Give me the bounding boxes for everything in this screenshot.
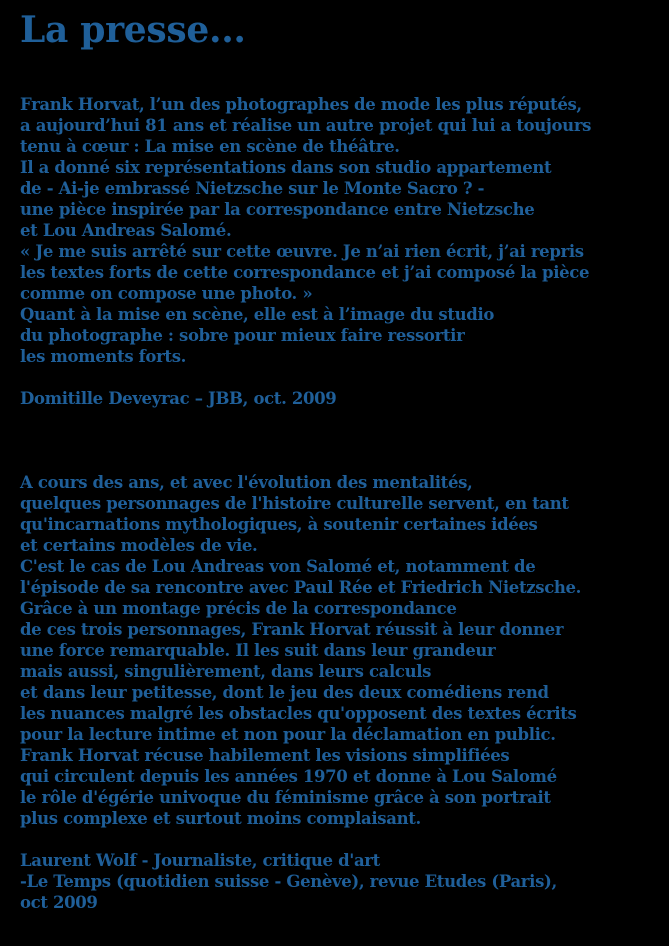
article-line: a aujourd’hui 81 ans et réalise un autre projet qui lui a toujours (20, 116, 592, 135)
article-line: du photographe : sobre pour mieux faire ressortir (20, 326, 465, 345)
article-line: les moments forts. (20, 347, 187, 366)
article-byline: Laurent Wolf - Journaliste, critique d'art (20, 851, 380, 870)
article-line: Frank Horvat récuse habilement les visions simplifiées (20, 746, 510, 765)
article-line: de ces trois personnages, Frank Horvat réussit à leur donner (20, 620, 564, 639)
page-title: La presse... (20, 9, 246, 51)
article-line: de - Ai-je embrassé Nietzsche sur le Monte Sacro ? - (20, 179, 485, 198)
article-line: et Lou Andreas Salomé. (20, 221, 232, 240)
article-line: quelques personnages de l'histoire culturelle servent, en tant (20, 494, 569, 513)
article-line: Quant à la mise en scène, elle est à l’image du studio (20, 305, 495, 324)
article-line: qui circulent depuis les années 1970 et donne à Lou Salomé (20, 767, 557, 786)
article-line: qu'incarnations mythologiques, à soutenir certaines idées (20, 515, 538, 534)
article-byline: Domitille Deveyrac – JBB, oct. 2009 (20, 389, 337, 408)
article-byline-publication: -Le Temps (quotidien suisse - Genève), revue Etudes (Paris), (20, 872, 557, 891)
article-line: une force remarquable. Il les suit dans leur grandeur (20, 641, 496, 660)
article-line: et certains modèles de vie. (20, 536, 258, 555)
article-line: pour la lecture intime et non pour la déclamation en public. (20, 725, 556, 744)
article-line: « Je me suis arrêté sur cette œuvre. Je n’ai rien écrit, j’ai repris (20, 242, 584, 261)
article-line: une pièce inspirée par la correspondance entre Nietzsche (20, 200, 535, 219)
article-line: Grâce à un montage précis de la correspondance (20, 599, 457, 618)
article-line: comme on compose une photo. » (20, 284, 313, 303)
article-line: tenu à cœur : La mise en scène de théâtre. (20, 137, 400, 156)
article-line: Frank Horvat, l’un des photographes de mode les plus réputés, (20, 95, 582, 114)
article-line: les nuances malgré les obstacles qu'opposent des textes écrits (20, 704, 577, 723)
article-line: et dans leur petitesse, dont le jeu des deux comédiens rend (20, 683, 549, 702)
article-line: Il a donné six représentations dans son studio appartement (20, 158, 552, 177)
article-line: plus complexe et surtout moins complaisant. (20, 809, 421, 828)
article-line: les textes forts de cette correspondance et j’ai composé la pièce (20, 263, 590, 282)
press-article-horvat-theatre (20, 94, 665, 409)
article-line: A cours des ans, et avec l'évolution des mentalités, (20, 473, 473, 492)
article-byline-date: oct 2009 (20, 893, 98, 912)
press-article-lou-salome (20, 472, 665, 913)
press-page (20, 8, 665, 913)
article-line: le rôle d'égérie univoque du féminisme grâce à son portrait (20, 788, 551, 807)
article-line: l'épisode de sa rencontre avec Paul Rée et Friedrich Nietzsche. (20, 578, 582, 597)
article-line: C'est le cas de Lou Andreas von Salomé et, notamment de (20, 557, 536, 576)
article-line: mais aussi, singulièrement, dans leurs calculs (20, 662, 432, 681)
